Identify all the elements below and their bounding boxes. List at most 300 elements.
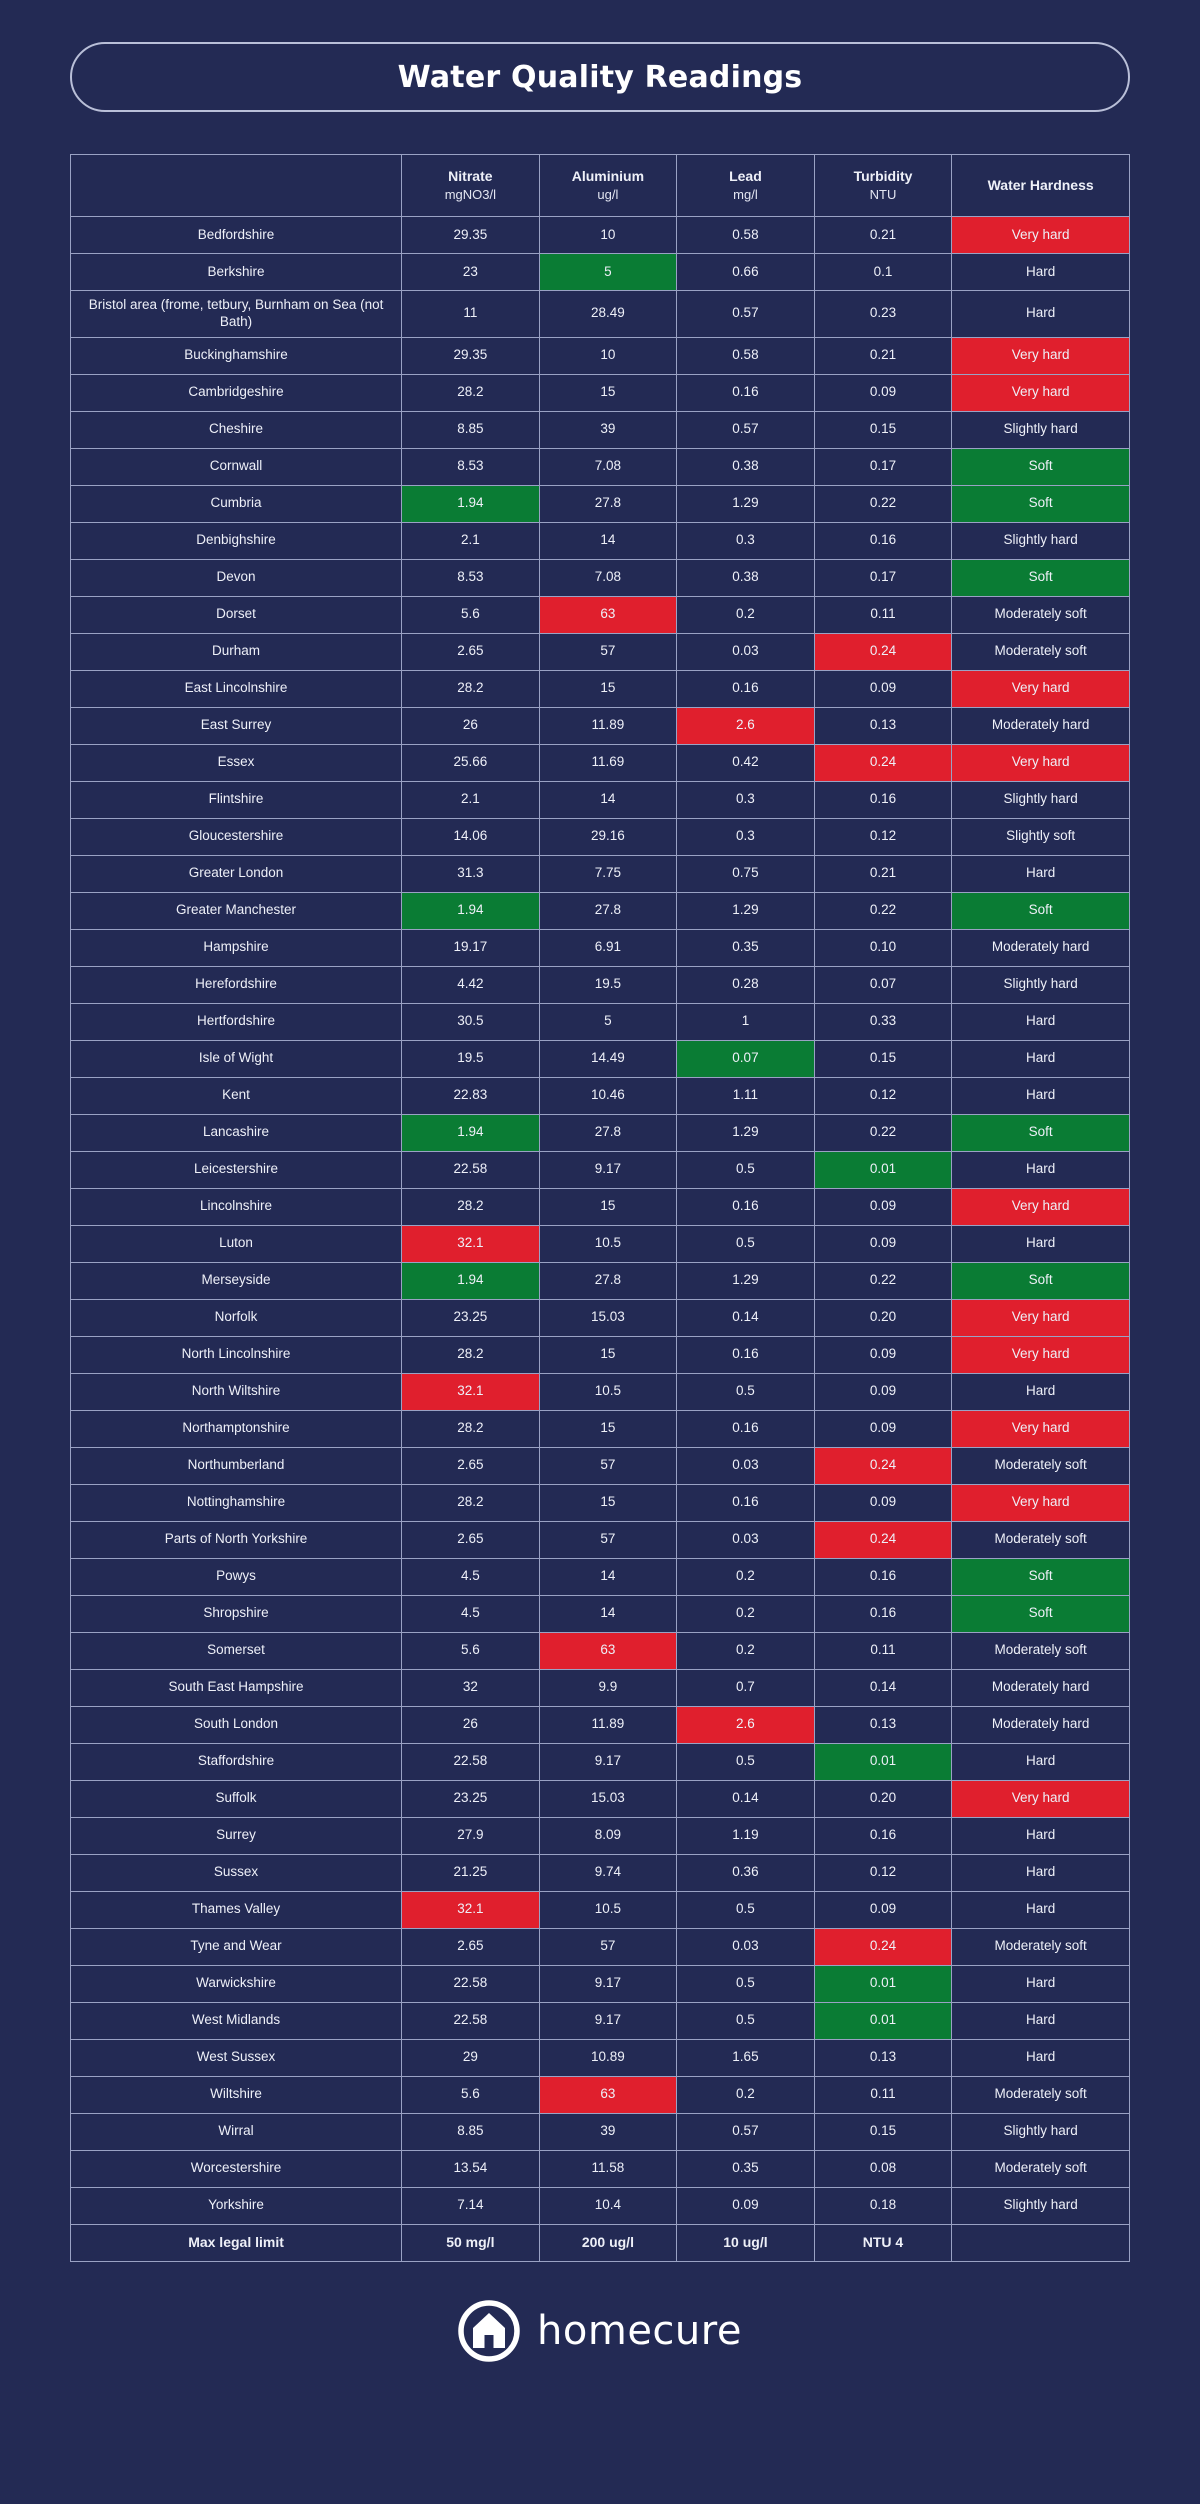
cell-hardness: Moderately soft — [952, 1928, 1130, 1965]
cell-aluminium: 10.89 — [539, 2039, 677, 2076]
cell-aluminium: 27.8 — [539, 1262, 677, 1299]
cell-lead: 0.57 — [677, 2113, 815, 2150]
cell-hardness: Slightly hard — [952, 411, 1130, 448]
cell-aluminium: 15 — [539, 1410, 677, 1447]
table-row — [71, 1336, 1130, 1373]
cell-hardness: Slightly hard — [952, 781, 1130, 818]
cell-hardness: Hard — [952, 1965, 1130, 2002]
cell-turbidity: 0.16 — [814, 1558, 952, 1595]
cell-nitrate: 8.85 — [402, 2113, 540, 2150]
table-row — [71, 411, 1130, 448]
cell-aluminium: 39 — [539, 411, 677, 448]
column-header-water-hardness: Water Hardness — [952, 155, 1130, 217]
cell-hardness: Hard — [952, 1003, 1130, 1040]
cell-region: South East Hampshire — [71, 1669, 402, 1706]
cell-aluminium: 63 — [539, 596, 677, 633]
cell-hardness: Moderately hard — [952, 707, 1130, 744]
table-row — [71, 707, 1130, 744]
cell-aluminium: 15 — [539, 1336, 677, 1373]
cell-aluminium: 11.89 — [539, 707, 677, 744]
cell-hardness: Moderately hard — [952, 929, 1130, 966]
cell-aluminium: 7.08 — [539, 448, 677, 485]
cell-lead: 0.3 — [677, 522, 815, 559]
cell-lead: 0.2 — [677, 1632, 815, 1669]
cell-nitrate: 26 — [402, 1706, 540, 1743]
table-row — [71, 1891, 1130, 1928]
cell-turbidity: 0.17 — [814, 559, 952, 596]
cell-lead: 2.6 — [677, 707, 815, 744]
cell-aluminium: 11.69 — [539, 744, 677, 781]
cell-hardness: Hard — [952, 1373, 1130, 1410]
cell-turbidity: 0.24 — [814, 1447, 952, 1484]
cell-region: Worcestershire — [71, 2150, 402, 2187]
cell-nitrate: 4.5 — [402, 1558, 540, 1595]
cell-turbidity: 0.24 — [814, 744, 952, 781]
cell-aluminium: 10.5 — [539, 1373, 677, 1410]
cell-aluminium: 28.49 — [539, 291, 677, 338]
cell-turbidity: 0.08 — [814, 2150, 952, 2187]
cell-aluminium: 14 — [539, 522, 677, 559]
cell-region: Yorkshire — [71, 2187, 402, 2224]
cell-turbidity: 0.22 — [814, 892, 952, 929]
table-row — [71, 1484, 1130, 1521]
cell-lead: 0.7 — [677, 1669, 815, 1706]
cell-hardness: Slightly hard — [952, 2187, 1130, 2224]
cell-hardness: Soft — [952, 485, 1130, 522]
cell-turbidity: 0.22 — [814, 1114, 952, 1151]
column-header-aluminium — [539, 155, 677, 217]
cell-hardness: Hard — [952, 1040, 1130, 1077]
cell-aluminium: 11.58 — [539, 2150, 677, 2187]
cell-nitrate: 22.58 — [402, 1965, 540, 2002]
cell-region: East Surrey — [71, 707, 402, 744]
cell-hardness: Hard — [952, 1077, 1130, 1114]
cell-turbidity: 0.17 — [814, 448, 952, 485]
table-row — [71, 1225, 1130, 1262]
cell-nitrate: 2.1 — [402, 781, 540, 818]
cell-region: North Lincolnshire — [71, 1336, 402, 1373]
column-header-nitrate-label: Nitrate — [448, 168, 493, 185]
cell-turbidity: 0.13 — [814, 2039, 952, 2076]
table-row — [71, 1854, 1130, 1891]
cell-lead: 1.65 — [677, 2039, 815, 2076]
cell-region: Lancashire — [71, 1114, 402, 1151]
cell-lead: 0.38 — [677, 448, 815, 485]
cell-lead: 1.19 — [677, 1817, 815, 1854]
cell-region: Durham — [71, 633, 402, 670]
cell-lead: 0.5 — [677, 1373, 815, 1410]
cell-region: Lincolnshire — [71, 1188, 402, 1225]
table-row — [71, 217, 1130, 254]
cell-hardness: Moderately hard — [952, 1706, 1130, 1743]
cell-aluminium: 10.46 — [539, 1077, 677, 1114]
cell-hardness: Moderately hard — [952, 1669, 1130, 1706]
cell-lead: 0.16 — [677, 670, 815, 707]
cell-lead: 0.5 — [677, 1891, 815, 1928]
cell-region: Berkshire — [71, 254, 402, 291]
cell-region: Bedfordshire — [71, 217, 402, 254]
cell-turbidity: 0.22 — [814, 485, 952, 522]
cell-lead: 0.2 — [677, 596, 815, 633]
cell-aluminium: 10.4 — [539, 2187, 677, 2224]
cell-turbidity: 0.1 — [814, 254, 952, 291]
cell-turbidity: 0.10 — [814, 929, 952, 966]
cell-turbidity: 0.01 — [814, 2002, 952, 2039]
cell-lead: 0.2 — [677, 2076, 815, 2113]
cell-aluminium: 19.5 — [539, 966, 677, 1003]
cell-hardness: Very hard — [952, 1188, 1130, 1225]
cell-aluminium: 57 — [539, 1928, 677, 1965]
table-row — [71, 374, 1130, 411]
table-row — [71, 485, 1130, 522]
cell-hardness: Hard — [952, 1854, 1130, 1891]
table-row — [71, 1077, 1130, 1114]
cell-nitrate: 2.65 — [402, 633, 540, 670]
cell-aluminium: 5 — [539, 254, 677, 291]
cell-lead: 0.3 — [677, 818, 815, 855]
cell-turbidity: 0.09 — [814, 1484, 952, 1521]
cell-hardness: Very hard — [952, 1484, 1130, 1521]
cell-turbidity: 0.07 — [814, 966, 952, 1003]
table-row — [71, 1965, 1130, 2002]
cell-nitrate: 28.2 — [402, 1410, 540, 1447]
cell-lead: 0.28 — [677, 966, 815, 1003]
cell-hardness: Hard — [952, 254, 1130, 291]
cell-nitrate: 4.5 — [402, 1595, 540, 1632]
cell-nitrate: 7.14 — [402, 2187, 540, 2224]
cell-region: Greater Manchester — [71, 892, 402, 929]
column-header-turbidity — [814, 155, 952, 217]
cell-hardness: Hard — [952, 1151, 1130, 1188]
cell-hardness: Hard — [952, 1743, 1130, 1780]
cell-nitrate: 23.25 — [402, 1780, 540, 1817]
cell-nitrate: 28.2 — [402, 374, 540, 411]
cell-lead: 0.36 — [677, 1854, 815, 1891]
cell-lead: 0.38 — [677, 559, 815, 596]
cell-turbidity: 0.13 — [814, 1706, 952, 1743]
cell-hardness: Slightly hard — [952, 522, 1130, 559]
cell-region: West Midlands — [71, 2002, 402, 2039]
cell-region: Isle of Wight — [71, 1040, 402, 1077]
cell-turbidity: 0.23 — [814, 291, 952, 338]
cell-region: Cheshire — [71, 411, 402, 448]
cell-lead: 0.5 — [677, 1225, 815, 1262]
cell-region: Essex — [71, 744, 402, 781]
cell-region: Staffordshire — [71, 1743, 402, 1780]
cell-aluminium: 8.09 — [539, 1817, 677, 1854]
cell-hardness: Moderately soft — [952, 1521, 1130, 1558]
table-row — [71, 1447, 1130, 1484]
cell-nitrate: 23.25 — [402, 1299, 540, 1336]
cell-nitrate: 25.66 — [402, 744, 540, 781]
cell-hardness: Soft — [952, 1262, 1130, 1299]
cell-region: Wiltshire — [71, 2076, 402, 2113]
cell-nitrate: 1.94 — [402, 1114, 540, 1151]
cell-lead: 1.29 — [677, 1262, 815, 1299]
table-row — [71, 929, 1130, 966]
cell-lead: 0.16 — [677, 1188, 815, 1225]
cell-region: Herefordshire — [71, 966, 402, 1003]
cell-region: Cumbria — [71, 485, 402, 522]
cell-nitrate: 28.2 — [402, 1484, 540, 1521]
table-row — [71, 2039, 1130, 2076]
column-header-turbidity-label: Turbidity — [853, 168, 913, 185]
cell-lead: 0.16 — [677, 374, 815, 411]
cell-hardness: Soft — [952, 448, 1130, 485]
cell-aluminium: 29.16 — [539, 818, 677, 855]
cell-nitrate: 23 — [402, 254, 540, 291]
cell-turbidity: 0.21 — [814, 337, 952, 374]
cell-nitrate: 27.9 — [402, 1817, 540, 1854]
table-row — [71, 1114, 1130, 1151]
cell-lead: 1.11 — [677, 1077, 815, 1114]
column-header-lead — [677, 155, 815, 217]
table-row-max-legal-limit — [71, 2224, 1130, 2261]
column-header-region — [71, 155, 402, 217]
cell-aluminium: 15 — [539, 1484, 677, 1521]
cell-turbidity: 0.09 — [814, 1373, 952, 1410]
cell-nitrate: 2.65 — [402, 1928, 540, 1965]
cell-hardness: Moderately soft — [952, 1447, 1130, 1484]
table-row — [71, 670, 1130, 707]
title-banner — [70, 42, 1130, 112]
cell-region: Northumberland — [71, 1447, 402, 1484]
table-row — [71, 559, 1130, 596]
cell-turbidity: 0.15 — [814, 2113, 952, 2150]
table-header — [71, 155, 1130, 217]
cell-turbidity: 0.09 — [814, 1336, 952, 1373]
cell-nitrate: 21.25 — [402, 1854, 540, 1891]
cell-region: Kent — [71, 1077, 402, 1114]
cell-aluminium: 63 — [539, 2076, 677, 2113]
column-header-lead-label: Lead — [729, 168, 762, 185]
cell-hardness: Soft — [952, 559, 1130, 596]
cell-region: Bristol area (frome, tetbury, Burnham on Sea (not Bath) — [71, 291, 402, 338]
table-row — [71, 1632, 1130, 1669]
cell-lead: 1.29 — [677, 892, 815, 929]
cell-region: Norfolk — [71, 1299, 402, 1336]
cell-turbidity: 0.20 — [814, 1299, 952, 1336]
cell-lead: 0.16 — [677, 1336, 815, 1373]
cell-region: Powys — [71, 1558, 402, 1595]
table-row — [71, 2113, 1130, 2150]
cell-region: Cambridgeshire — [71, 374, 402, 411]
table-row — [71, 818, 1130, 855]
cell-hardness: Slightly hard — [952, 966, 1130, 1003]
table-row — [71, 1817, 1130, 1854]
cell-turbidity: 0.09 — [814, 1410, 952, 1447]
cell-region: Tyne and Wear — [71, 1928, 402, 1965]
table-row — [71, 633, 1130, 670]
cell-nitrate: 5.6 — [402, 2076, 540, 2113]
cell-hardness: Hard — [952, 2039, 1130, 2076]
cell-turbidity: 0.12 — [814, 818, 952, 855]
cell-hardness: Hard — [952, 855, 1130, 892]
cell-hardness: Very hard — [952, 670, 1130, 707]
table-row — [71, 448, 1130, 485]
cell-region: Parts of North Yorkshire — [71, 1521, 402, 1558]
cell-limit-label: Max legal limit — [71, 2224, 402, 2261]
cell-nitrate: 22.58 — [402, 1151, 540, 1188]
cell-lead: 0.57 — [677, 411, 815, 448]
cell-region: Thames Valley — [71, 1891, 402, 1928]
cell-aluminium: 15.03 — [539, 1299, 677, 1336]
cell-aluminium: 39 — [539, 2113, 677, 2150]
cell-aluminium: 6.91 — [539, 929, 677, 966]
cell-turbidity: 0.21 — [814, 217, 952, 254]
cell-lead: 0.66 — [677, 254, 815, 291]
cell-region: Wirral — [71, 2113, 402, 2150]
cell-aluminium: 5 — [539, 1003, 677, 1040]
cell-lead: 0.03 — [677, 1447, 815, 1484]
table-row — [71, 2187, 1130, 2224]
cell-turbidity: 0.15 — [814, 411, 952, 448]
cell-nitrate: 31.3 — [402, 855, 540, 892]
cell-nitrate: 32.1 — [402, 1225, 540, 1262]
cell-region: North Wiltshire — [71, 1373, 402, 1410]
cell-lead: 0.58 — [677, 337, 815, 374]
cell-nitrate: 22.58 — [402, 2002, 540, 2039]
cell-aluminium: 27.8 — [539, 892, 677, 929]
table-row — [71, 744, 1130, 781]
cell-region: Suffolk — [71, 1780, 402, 1817]
cell-region: West Sussex — [71, 2039, 402, 2076]
table-row — [71, 337, 1130, 374]
cell-nitrate: 29 — [402, 2039, 540, 2076]
cell-aluminium: 14.49 — [539, 1040, 677, 1077]
cell-nitrate: 32.1 — [402, 1891, 540, 1928]
page-title: Water Quality Readings — [397, 59, 803, 95]
cell-lead: 0.5 — [677, 2002, 815, 2039]
cell-nitrate: 26 — [402, 707, 540, 744]
cell-hardness: Soft — [952, 892, 1130, 929]
column-header-nitrate — [402, 155, 540, 217]
table-row — [71, 855, 1130, 892]
cell-aluminium: 9.17 — [539, 1965, 677, 2002]
cell-hardness: Very hard — [952, 1336, 1130, 1373]
cell-region: Flintshire — [71, 781, 402, 818]
cell-turbidity: 0.11 — [814, 1632, 952, 1669]
cell-turbidity: 0.09 — [814, 374, 952, 411]
cell-aluminium: 10 — [539, 337, 677, 374]
cell-aluminium: 11.89 — [539, 1706, 677, 1743]
table-row — [71, 781, 1130, 818]
cell-turbidity: 0.11 — [814, 2076, 952, 2113]
cell-aluminium: 10.5 — [539, 1225, 677, 1262]
table-row — [71, 1595, 1130, 1632]
cell-hardness: Hard — [952, 1225, 1130, 1262]
cell-region: Hampshire — [71, 929, 402, 966]
cell-lead: 0.35 — [677, 2150, 815, 2187]
cell-lead: 0.14 — [677, 1299, 815, 1336]
table-row — [71, 254, 1130, 291]
cell-lead: 0.09 — [677, 2187, 815, 2224]
cell-region: Surrey — [71, 1817, 402, 1854]
cell-nitrate: 22.58 — [402, 1743, 540, 1780]
table-section — [0, 112, 1200, 2262]
cell-region: Leicestershire — [71, 1151, 402, 1188]
cell-turbidity: 0.16 — [814, 522, 952, 559]
cell-nitrate: 5.6 — [402, 1632, 540, 1669]
cell-turbidity: 0.09 — [814, 670, 952, 707]
table-row — [71, 966, 1130, 1003]
cell-hardness: Very hard — [952, 217, 1130, 254]
cell-nitrate: 11 — [402, 291, 540, 338]
cell-aluminium: 15 — [539, 670, 677, 707]
cell-turbidity: 0.09 — [814, 1891, 952, 1928]
cell-aluminium: 9.9 — [539, 1669, 677, 1706]
table-row — [71, 1040, 1130, 1077]
cell-nitrate: 2.65 — [402, 1521, 540, 1558]
cell-aluminium: 9.74 — [539, 1854, 677, 1891]
table-row — [71, 1928, 1130, 1965]
cell-hardness: Hard — [952, 1891, 1130, 1928]
cell-lead: 0.57 — [677, 291, 815, 338]
cell-turbidity: 0.24 — [814, 1521, 952, 1558]
cell-hardness: Moderately soft — [952, 2150, 1130, 2187]
cell-turbidity: 0.22 — [814, 1262, 952, 1299]
cell-nitrate: 8.53 — [402, 559, 540, 596]
cell-lead: 1.29 — [677, 485, 815, 522]
cell-turbidity: 0.16 — [814, 1817, 952, 1854]
cell-hardness: Slightly hard — [952, 2113, 1130, 2150]
cell-aluminium: 15 — [539, 1188, 677, 1225]
cell-lead: 2.6 — [677, 1706, 815, 1743]
cell-nitrate: 8.85 — [402, 411, 540, 448]
cell-lead: 0.75 — [677, 855, 815, 892]
cell-lead: 0.07 — [677, 1040, 815, 1077]
cell-region: Nottinghamshire — [71, 1484, 402, 1521]
table-row — [71, 892, 1130, 929]
cell-hardness: Hard — [952, 2002, 1130, 2039]
table-row — [71, 1151, 1130, 1188]
cell-hardness: Soft — [952, 1114, 1130, 1151]
table-row — [71, 596, 1130, 633]
cell-region: Luton — [71, 1225, 402, 1262]
cell-turbidity: 0.12 — [814, 1077, 952, 1114]
cell-limit-nitrate: 50 mg/l — [402, 2224, 540, 2261]
cell-aluminium: 10.5 — [539, 1891, 677, 1928]
table-row — [71, 1299, 1130, 1336]
cell-hardness: Very hard — [952, 744, 1130, 781]
column-header-turbidity-unit: NTU — [869, 186, 897, 202]
cell-region: Gloucestershire — [71, 818, 402, 855]
table-row — [71, 1669, 1130, 1706]
cell-turbidity: 0.33 — [814, 1003, 952, 1040]
cell-turbidity: 0.18 — [814, 2187, 952, 2224]
table-row — [71, 522, 1130, 559]
cell-aluminium: 15.03 — [539, 1780, 677, 1817]
cell-turbidity: 0.16 — [814, 781, 952, 818]
cell-hardness: Very hard — [952, 337, 1130, 374]
cell-turbidity: 0.09 — [814, 1225, 952, 1262]
cell-aluminium: 15 — [539, 374, 677, 411]
table-row — [71, 291, 1130, 338]
cell-hardness: Moderately soft — [952, 633, 1130, 670]
cell-region: Devon — [71, 559, 402, 596]
cell-lead: 0.35 — [677, 929, 815, 966]
table-row — [71, 1373, 1130, 1410]
cell-aluminium: 7.08 — [539, 559, 677, 596]
cell-nitrate: 5.6 — [402, 596, 540, 633]
cell-nitrate: 28.2 — [402, 1188, 540, 1225]
cell-nitrate: 19.17 — [402, 929, 540, 966]
cell-turbidity: 0.20 — [814, 1780, 952, 1817]
cell-lead: 0.5 — [677, 1965, 815, 2002]
cell-lead: 0.42 — [677, 744, 815, 781]
footer-section — [0, 2262, 1200, 2402]
column-header-aluminium-unit: ug/l — [597, 186, 619, 202]
